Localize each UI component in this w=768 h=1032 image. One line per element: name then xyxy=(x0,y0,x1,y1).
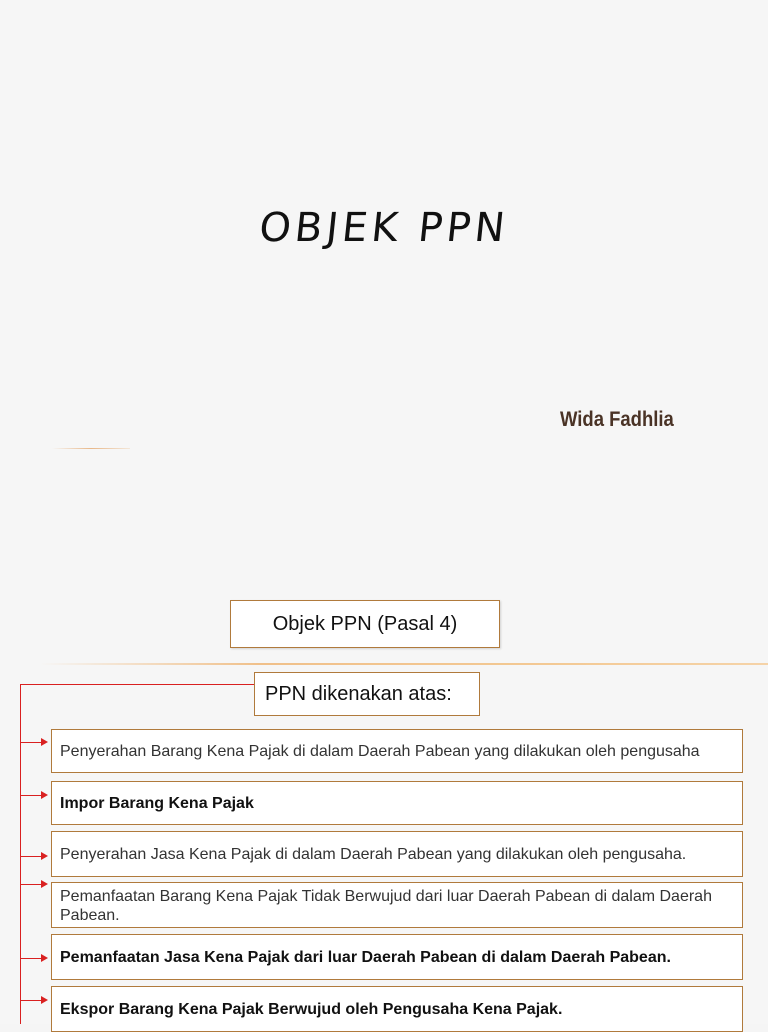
arrow-icon xyxy=(20,884,46,885)
arrow-icon xyxy=(20,742,46,743)
list-item: Ekspor Barang Kena Pajak Berwujud oleh Pengusaha Kena Pajak. xyxy=(51,986,743,1032)
connector-line xyxy=(20,684,254,685)
decorative-line xyxy=(52,448,130,449)
list-item: Pemanfaatan Jasa Kena Pajak dari luar Daerah Pabean di dalam Daerah Pabean. xyxy=(51,934,743,980)
arrow-icon xyxy=(20,856,46,857)
list-item: Penyerahan Jasa Kena Pajak di dalam Daerah Pabean yang dilakukan oleh pengusaha. xyxy=(51,831,743,877)
arrow-icon xyxy=(20,795,46,796)
decorative-line xyxy=(40,663,768,665)
arrow-icon xyxy=(20,958,46,959)
subheading-box: PPN dikenakan atas: xyxy=(254,672,480,716)
content-slide xyxy=(0,560,768,1024)
slide-title: OBJEK PPN xyxy=(257,205,511,251)
list-item: Pemanfaatan Barang Kena Pajak Tidak Berwujud dari luar Daerah Pabean di dalam Daerah Pabean. xyxy=(51,882,743,928)
list-item: Penyerahan Barang Kena Pajak di dalam Daerah Pabean yang dilakukan oleh pengusaha xyxy=(51,729,743,773)
heading-box: Objek PPN (Pasal 4) xyxy=(230,600,500,648)
connector-line xyxy=(20,684,21,1024)
list-item: Impor Barang Kena Pajak xyxy=(51,781,743,825)
author-name: Wida Fadhlia xyxy=(560,408,674,431)
arrow-icon xyxy=(20,1000,46,1001)
